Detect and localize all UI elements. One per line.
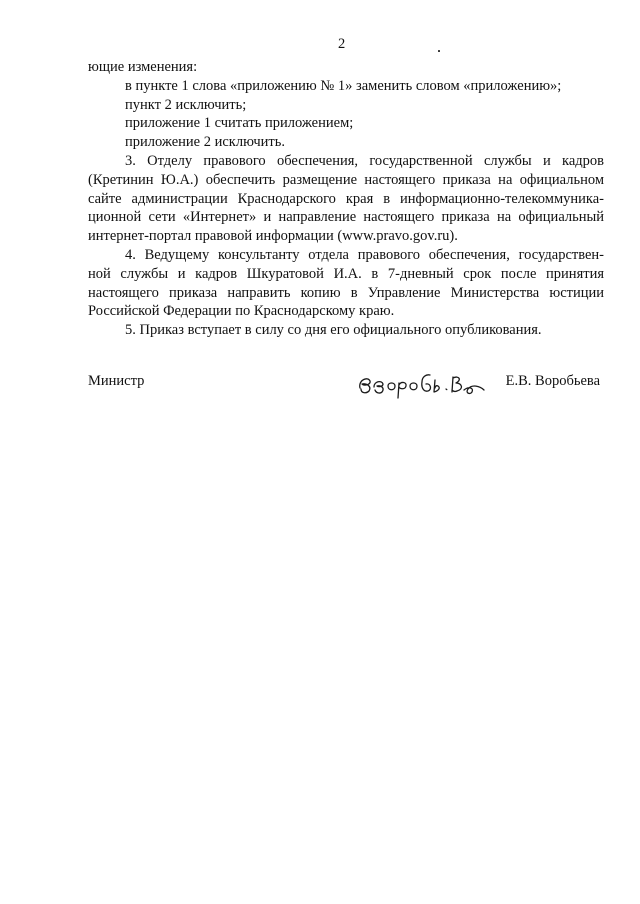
paragraph-line: интернет-портал правовой информации (www.pravo.gov.ru). <box>88 228 458 245</box>
paragraph-line: 4. Ведущему консультанту отдела правового обеспечения, государствен- <box>125 246 604 263</box>
paragraph-line: 3. Отделу правового обеспечения, государственной службы и кадров <box>125 152 604 169</box>
paragraph-line: 5. Приказ вступает в силу со дня его официального опубликования. <box>125 322 542 339</box>
paragraph-line: ной службы и кадров Шкуратовой И.А. в 7-дневный срок после принятия <box>88 265 604 282</box>
signatory-name: Е.В. Воробьева <box>505 373 600 389</box>
scan-speck <box>438 50 440 52</box>
paragraph-line: сайте администрации Краснодарского края в информационно-телекоммуника- <box>88 190 604 207</box>
paragraph-line: ционной сети «Интернет» и направление настоящего приказа на официальный <box>88 209 604 226</box>
list-item: приложение 2 исключить. <box>125 134 285 151</box>
paragraph-line: Российской Федерации по Краснодарскому краю. <box>88 303 395 320</box>
list-item: пункт 2 исключить; <box>125 96 247 113</box>
paragraph-line: (Кретинин Ю.А.) обеспечить размещение настоящего приказа на официальном <box>88 171 604 188</box>
paragraph-line: настоящего приказа направить копию в Управление Министерства юстиции <box>88 284 604 301</box>
document-body <box>88 58 604 340</box>
page-number: 2 <box>338 36 346 52</box>
list-item: приложение 1 считать приложением; <box>125 115 354 132</box>
paragraph-3 <box>88 152 604 246</box>
paragraph-4 <box>88 246 604 321</box>
intro-line: ющие изменения: <box>88 59 198 75</box>
handwritten-signature <box>356 364 496 400</box>
paragraph-5 <box>88 321 604 340</box>
list-item: в пункте 1 слова «приложению № 1» заменить словом «приложению»; <box>125 77 562 94</box>
signature-block <box>88 364 604 404</box>
signatory-title: Министр <box>88 373 145 389</box>
